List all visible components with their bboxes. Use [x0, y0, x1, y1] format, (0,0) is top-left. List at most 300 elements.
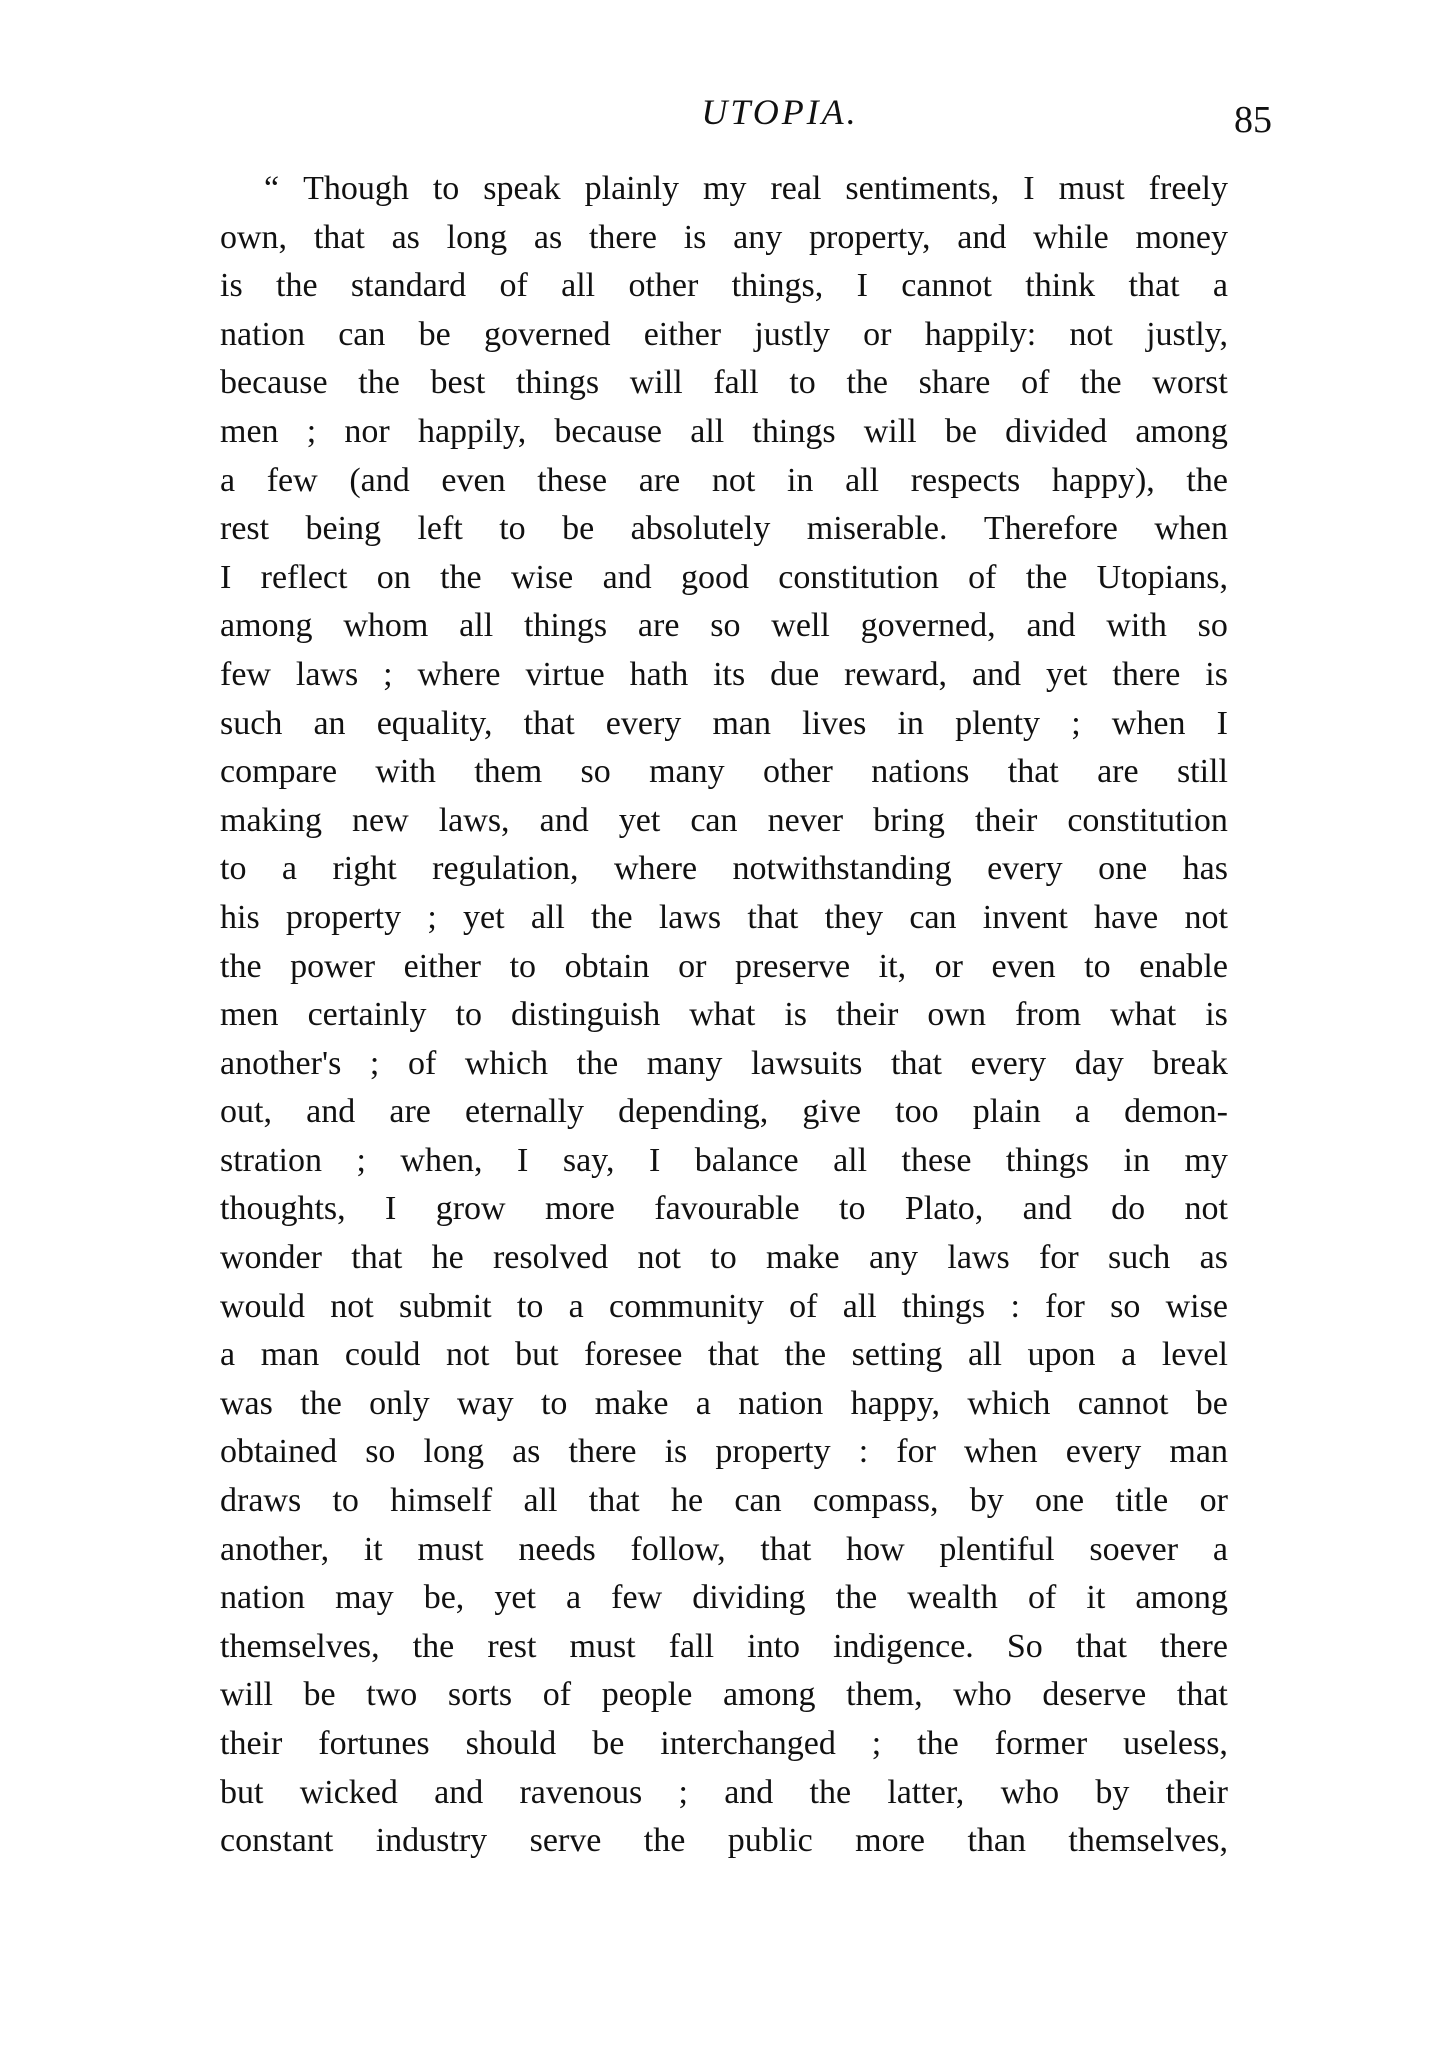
- word: more: [855, 1822, 926, 1860]
- word: Therefore: [983, 510, 1118, 548]
- word: reflect: [260, 558, 348, 596]
- text-line: [220, 943, 1228, 992]
- word: any: [733, 218, 783, 256]
- word: these: [901, 1141, 972, 1179]
- text-line: [220, 1623, 1228, 1672]
- word: it: [363, 1530, 383, 1568]
- word: should: [465, 1725, 557, 1762]
- word: justly,: [1146, 315, 1228, 353]
- word: their: [836, 996, 899, 1034]
- word: when: [964, 1433, 1038, 1471]
- word: that: [588, 1482, 640, 1520]
- word: of: [1021, 364, 1050, 402]
- word: due: [770, 655, 820, 693]
- word: making: [220, 801, 322, 839]
- word: I: [517, 1141, 529, 1179]
- word: be: [303, 1676, 336, 1714]
- word: to: [432, 170, 460, 207]
- word: the: [591, 898, 633, 936]
- word: but: [220, 1773, 264, 1811]
- word: day: [1074, 1044, 1124, 1082]
- word: respects: [910, 461, 1021, 499]
- word: among: [1135, 412, 1228, 450]
- word: notwithstanding: [732, 850, 952, 888]
- word: stration: [220, 1141, 322, 1179]
- word: submit: [399, 1287, 492, 1325]
- word: many: [649, 753, 725, 791]
- word: not: [1184, 898, 1228, 936]
- word: than: [967, 1822, 1026, 1860]
- word: happily,: [417, 412, 527, 450]
- text-line: [220, 1185, 1228, 1234]
- word: of: [1027, 1579, 1057, 1617]
- word: justly: [754, 315, 830, 353]
- word: to: [509, 947, 537, 985]
- word: the: [276, 267, 318, 305]
- word: must: [417, 1530, 484, 1568]
- word: another's: [220, 1044, 342, 1082]
- text-line: [220, 408, 1228, 457]
- word: or: [678, 947, 707, 985]
- word: things,: [731, 267, 824, 305]
- word: rest: [220, 510, 270, 548]
- text-line: [220, 748, 1228, 797]
- word: so: [365, 1433, 396, 1471]
- word: money: [1135, 218, 1228, 256]
- word: sentiments,: [845, 170, 1000, 207]
- word: that: [891, 1044, 942, 1082]
- word: for: [896, 1433, 936, 1471]
- word: interchanged: [660, 1725, 836, 1762]
- word: that: [1176, 1676, 1228, 1714]
- word: a: [1212, 267, 1228, 305]
- word: public: [727, 1822, 813, 1860]
- text-line: [220, 1234, 1228, 1283]
- word: many: [646, 1044, 723, 1082]
- word: can: [909, 898, 957, 936]
- word: all: [845, 461, 880, 499]
- word: long: [423, 1433, 484, 1471]
- text-line: [220, 1477, 1228, 1526]
- word: their: [220, 1725, 283, 1762]
- word: there: [568, 1433, 637, 1471]
- word: to: [455, 996, 482, 1034]
- word: which: [967, 1384, 1051, 1422]
- word: indigence.: [833, 1627, 974, 1665]
- word: either: [643, 315, 722, 353]
- word: or: [863, 315, 892, 353]
- word: of: [542, 1676, 572, 1714]
- word: must: [1058, 170, 1125, 207]
- word: wicked: [299, 1773, 398, 1811]
- word: for: [1039, 1239, 1079, 1277]
- word: where: [417, 655, 501, 693]
- word: not: [446, 1336, 490, 1374]
- word: I: [385, 1190, 397, 1228]
- word: to: [516, 1287, 544, 1325]
- word: what: [689, 996, 756, 1034]
- word: one: [1035, 1482, 1085, 1520]
- word: wise: [510, 558, 574, 596]
- word: draws: [220, 1482, 302, 1520]
- word: laws,: [438, 801, 510, 839]
- word: things: [902, 1287, 986, 1325]
- word: standard: [350, 267, 467, 305]
- word: few: [220, 655, 271, 693]
- text-line: [220, 991, 1228, 1040]
- word: virtue: [525, 655, 605, 693]
- word: regulation,: [432, 850, 579, 888]
- word: best: [430, 364, 486, 402]
- word: the: [835, 1579, 878, 1617]
- word: wealth: [907, 1579, 998, 1617]
- word: fortunes: [318, 1725, 430, 1762]
- word: can: [734, 1482, 782, 1520]
- word: not: [637, 1239, 681, 1277]
- word: one: [1098, 850, 1148, 888]
- word: happy),: [1051, 461, 1155, 499]
- word: a: [220, 1336, 236, 1374]
- word: every: [605, 704, 682, 742]
- word: and: [1026, 607, 1076, 645]
- word: could: [344, 1336, 421, 1374]
- word: only: [369, 1384, 430, 1422]
- word: a: [1074, 1093, 1090, 1131]
- word: because: [554, 412, 663, 450]
- word: from: [1014, 996, 1082, 1034]
- word: foresee: [584, 1336, 683, 1374]
- word: “: [264, 170, 280, 207]
- word: even: [991, 947, 1056, 985]
- word: reward,: [844, 655, 948, 693]
- word: that: [351, 1239, 403, 1277]
- word: its: [713, 655, 746, 693]
- word: that: [313, 218, 365, 256]
- word: will: [629, 364, 683, 402]
- text-line: [220, 457, 1228, 506]
- word: because: [220, 364, 328, 402]
- word: in: [897, 704, 924, 742]
- word: themselves,: [1068, 1822, 1228, 1860]
- word: people: [601, 1676, 693, 1714]
- word: a: [220, 461, 236, 499]
- word: has: [1182, 850, 1228, 888]
- word: nor: [344, 412, 390, 450]
- word: share: [918, 364, 991, 402]
- word: must: [569, 1627, 636, 1665]
- word: men: [220, 996, 279, 1034]
- word: it,: [878, 947, 907, 985]
- text-line: [220, 602, 1228, 651]
- word: own,: [220, 218, 288, 256]
- word: right: [332, 850, 397, 888]
- word: fall: [668, 1627, 715, 1665]
- word: plentiful: [939, 1530, 1055, 1568]
- word: all: [561, 267, 596, 305]
- word: few: [611, 1579, 663, 1617]
- word: the: [1025, 558, 1068, 596]
- word: community: [608, 1287, 764, 1325]
- word: obtain: [564, 947, 650, 985]
- word: all: [459, 607, 494, 645]
- word: cannot: [1077, 1384, 1169, 1422]
- word: needs: [518, 1530, 596, 1568]
- word: would: [220, 1287, 305, 1325]
- word: I: [1023, 170, 1035, 207]
- word: real: [770, 170, 822, 207]
- word: resolved: [492, 1239, 609, 1277]
- word: equality,: [376, 704, 493, 742]
- word: grow: [435, 1190, 506, 1228]
- word: them: [474, 753, 543, 791]
- word: that: [1007, 753, 1059, 791]
- word: what: [1110, 996, 1177, 1034]
- word: happy,: [850, 1384, 940, 1422]
- word: it: [1086, 1579, 1106, 1617]
- word: distinguish: [510, 996, 661, 1034]
- word: two: [366, 1676, 418, 1714]
- text-line: [220, 554, 1228, 603]
- word: there: [1112, 655, 1181, 693]
- word: for: [1045, 1287, 1085, 1325]
- word: laws: [947, 1239, 1010, 1277]
- word: constitution: [778, 558, 939, 596]
- word: things: [515, 364, 600, 402]
- word: I: [220, 558, 232, 596]
- word: of: [968, 558, 997, 596]
- word: the: [784, 1336, 827, 1374]
- word: any: [868, 1239, 919, 1277]
- word: all: [530, 898, 565, 936]
- word: the: [809, 1773, 852, 1811]
- word: not: [711, 461, 756, 499]
- word: who: [953, 1676, 1012, 1714]
- word: an: [313, 704, 346, 742]
- word: new: [352, 801, 409, 839]
- word: be: [418, 315, 451, 353]
- word: way: [456, 1384, 514, 1422]
- word: other: [762, 753, 833, 791]
- word: even: [441, 461, 506, 499]
- word: is: [664, 1433, 688, 1471]
- word: whom: [343, 607, 429, 645]
- word: :: [858, 1433, 869, 1471]
- text-line: [220, 700, 1228, 749]
- word: when: [1111, 704, 1186, 742]
- word: think: [1025, 267, 1096, 305]
- word: laws: [658, 898, 722, 936]
- running-title: UTOPIA.: [701, 92, 859, 132]
- word: and: [602, 558, 652, 596]
- word: nation: [738, 1384, 824, 1422]
- word: power: [290, 947, 376, 985]
- word: the: [576, 1044, 619, 1082]
- word: plainly: [584, 170, 680, 207]
- word: title: [1115, 1482, 1169, 1520]
- word: too: [895, 1093, 939, 1131]
- word: man: [712, 704, 771, 742]
- word: their: [974, 801, 1038, 839]
- word: setting: [851, 1336, 943, 1374]
- word: he: [431, 1239, 464, 1277]
- word: among: [220, 607, 313, 645]
- word: freely: [1148, 170, 1228, 207]
- word: deserve: [1042, 1676, 1147, 1714]
- word: to: [220, 850, 247, 888]
- word: in: [1123, 1141, 1150, 1179]
- word: preserve: [734, 947, 851, 985]
- word: all: [523, 1482, 558, 1520]
- word: can: [338, 315, 386, 353]
- word: industry: [375, 1822, 488, 1860]
- word: cannot: [901, 267, 992, 305]
- word: are: [389, 1093, 431, 1131]
- word: wise: [1165, 1287, 1228, 1325]
- word: while: [1033, 218, 1109, 256]
- word: another,: [220, 1530, 330, 1568]
- word: themselves,: [220, 1627, 380, 1665]
- word: the: [846, 364, 888, 402]
- word: wonder: [220, 1239, 322, 1277]
- word: in: [786, 461, 814, 499]
- word: demon-: [1124, 1093, 1228, 1131]
- word: out,: [220, 1093, 272, 1131]
- word: is: [1205, 996, 1228, 1034]
- word: Though: [303, 170, 409, 207]
- word: property: [285, 898, 402, 936]
- text-line: [220, 651, 1228, 700]
- word: every: [970, 1044, 1047, 1082]
- text-line: [220, 1526, 1228, 1575]
- word: they: [824, 898, 884, 936]
- word: fall: [713, 364, 759, 402]
- word: own: [927, 996, 986, 1034]
- text-line: [220, 262, 1228, 311]
- word: worst: [1152, 364, 1228, 402]
- word: ;: [383, 655, 393, 693]
- text-line: [220, 1428, 1228, 1477]
- word: ;: [356, 1141, 366, 1179]
- word: Utopians,: [1096, 558, 1228, 596]
- word: and: [306, 1093, 356, 1131]
- word: things: [1005, 1141, 1090, 1179]
- word: ravenous: [519, 1773, 643, 1811]
- word: is: [784, 996, 808, 1034]
- word: of: [407, 1044, 437, 1082]
- word: favourable: [654, 1190, 800, 1228]
- word: laws: [295, 655, 359, 693]
- word: and: [434, 1773, 484, 1811]
- word: ;: [871, 1725, 882, 1762]
- word: be: [944, 412, 977, 450]
- word: I: [856, 267, 868, 305]
- word: men: [220, 412, 279, 450]
- word: every: [987, 850, 1063, 888]
- text-line: [220, 1817, 1228, 1866]
- word: make: [594, 1384, 669, 1422]
- word: to: [789, 364, 816, 402]
- word: former: [994, 1725, 1088, 1762]
- word: and: [724, 1773, 774, 1811]
- word: when: [1154, 510, 1228, 548]
- word: the: [1186, 461, 1228, 499]
- word: who: [1000, 1773, 1060, 1811]
- word: that: [1075, 1627, 1127, 1665]
- word: serve: [529, 1822, 602, 1860]
- word: all: [833, 1141, 868, 1179]
- word: have: [1094, 898, 1159, 936]
- word: sorts: [447, 1676, 513, 1714]
- word: useless,: [1123, 1725, 1228, 1762]
- word: will: [863, 412, 917, 450]
- word: lives: [802, 704, 867, 742]
- word: compass,: [812, 1482, 939, 1520]
- word: such: [1107, 1239, 1171, 1277]
- word: give: [802, 1093, 861, 1131]
- word: with: [375, 753, 436, 791]
- text-line: [220, 894, 1228, 943]
- word: be: [562, 510, 595, 548]
- word: (and: [349, 461, 410, 499]
- word: nations: [871, 753, 970, 791]
- word: them,: [846, 1676, 923, 1714]
- word: ;: [1071, 704, 1081, 742]
- word: as: [391, 218, 420, 256]
- word: balance: [694, 1141, 799, 1179]
- word: so: [710, 607, 741, 645]
- word: yet: [494, 1579, 536, 1617]
- word: to: [710, 1239, 737, 1277]
- word: plain: [972, 1093, 1041, 1131]
- word: to: [499, 510, 526, 548]
- word: or: [1199, 1482, 1228, 1520]
- word: divided: [1005, 412, 1108, 450]
- word: a: [568, 1287, 584, 1325]
- word: that: [707, 1336, 759, 1374]
- word: miserable.: [806, 510, 948, 548]
- word: being: [305, 510, 382, 548]
- word: every: [1065, 1433, 1142, 1471]
- word: how: [846, 1530, 905, 1568]
- word: all: [842, 1287, 877, 1325]
- word: but: [515, 1336, 559, 1374]
- word: break: [1152, 1044, 1228, 1082]
- word: so: [1110, 1287, 1141, 1325]
- word: a: [565, 1579, 582, 1617]
- word: rest: [487, 1627, 537, 1665]
- text-line: [220, 797, 1228, 846]
- word: the: [1080, 364, 1122, 402]
- word: as: [512, 1433, 541, 1471]
- word: compare: [220, 753, 338, 791]
- word: all: [690, 412, 725, 450]
- word: soever: [1089, 1530, 1179, 1568]
- word: never: [767, 801, 844, 839]
- text-line: [220, 1088, 1228, 1137]
- word: all: [967, 1336, 1002, 1374]
- word: latter,: [887, 1773, 965, 1811]
- word: ;: [678, 1773, 688, 1811]
- word: to: [540, 1384, 568, 1422]
- word: the: [220, 947, 262, 985]
- text-line: [220, 845, 1228, 894]
- word: ;: [306, 412, 317, 450]
- word: that: [760, 1530, 812, 1568]
- word: that: [523, 704, 575, 742]
- word: on: [376, 558, 411, 596]
- word: the: [917, 1725, 959, 1762]
- word: obtained: [220, 1433, 338, 1471]
